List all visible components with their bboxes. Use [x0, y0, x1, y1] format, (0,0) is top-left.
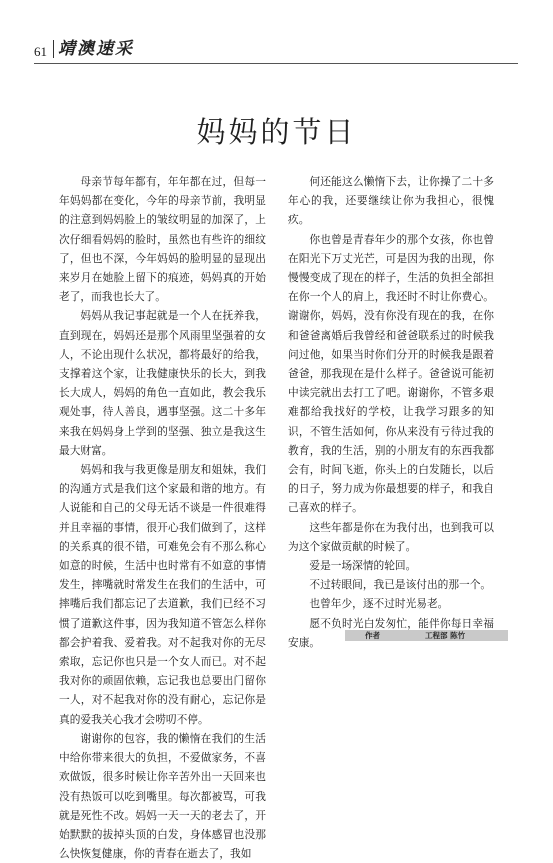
paragraph: 爱是一场深情的轮回。 — [309, 559, 417, 573]
author-bar — [345, 630, 508, 641]
header-rule — [34, 63, 518, 64]
paragraph: 你也曾是青春年少的那个女孩，你也曾在阳光下万丈光芒，可是因为我的出现，你慢慢变成了现在的样子，生活的负担全部担在你一个人的肩上，我还时不时让你费心。谢谢你，妈妈，没有你没有现在的我，在你和爸爸离婚后我曾经和爸爸联系过的时候我问过他，如果当时你们分开的时候我是跟着爸爸，那我现在是什么样子。爸爸说可能初中读完就出去打工了吧。谢谢你，不管多艰难都给我找好的学校，让我学习跟多的知识，不管生活如何，你从来没有亏待过我的教育，我的生活，别的小朋友有的东西我都会有，时间飞逝，你头上的白发随长，以后的日子，努力成为你最想要的样子，和我自己喜欢的样子。 — [288, 232, 494, 515]
article-title: 妈妈的节日 — [196, 115, 357, 149]
paragraph: 愿不负时光白发匆忙，能伴你每日幸福安康。 — [288, 616, 494, 649]
paragraph: 不过转眼间，我已是该付出的那一个。 — [309, 578, 492, 592]
paragraph: 何还能这么懒惰下去，让你操了二十多年心的我，还要继续让你为我担心，很愧疚。 — [288, 175, 494, 227]
left-column — [59, 172, 266, 863]
magazine-name: 靖澳速采 — [58, 39, 134, 59]
author-name: 工程部 陈竹 — [425, 631, 466, 640]
paragraph: 妈妈和我与我更像是朋友和姐妹，我们的沟通方式是我们这个家最和谐的地方。有人说能和自己的父母无话不谈是一件很难得并且幸福的事情，很开心我们做到了，这样的关系真的很不错，可难免会有不那么称心如意的时候，生活中也时常有不如意的事情发生，摔嘴就时常发生在我们的生活中，可摔嘴后我们都忘记了去道歉，我们已经不习惯了道歉这件事，因为我知道不管怎么样你都会护着我、爱着我。对不起我对你的无尽索取，忘记你也只是一个女人而已。对不起我对你的顽固依赖，忘记我也总要出门留你一人，对不起我对你的没有耐心，忘记你是真的爱我关心我才会唠叨不停。 — [59, 463, 266, 726]
paragraph: 妈妈从我记事起就是一个人在抚养我，直到现在，妈妈还是那个风雨里坚强着的女人，不论出现什么状况，都将最好的给我，支撑着这个家，让我健康快乐的长大，到我长大成人，妈妈的角色一直如此，教会我乐观处事，待人善良，遇事坚强。这二十多年来我在妈妈身上学到的坚强、独立是我这生最大财富。 — [59, 309, 266, 457]
right-column — [288, 172, 494, 652]
paragraph: 谢谢你的包容，我的懒惰在我们的生活中给你带来很大的负担，不爱做家务，不喜欢做饭，很多时候让你辛苦外出一天回来也没有热饭可以吃到嘴里。每次都被骂，可我就是死性不改。妈妈一天一天的老去了，开始默默的拔掉头顶的白发，身体感冒也没那么快恢复健康，你的青春在逝去了，我如 — [59, 731, 266, 861]
paragraph: 这些年都是你在为我付出，也到我可以为这个家做贡献的时候了。 — [288, 520, 494, 553]
header-divider — [53, 40, 54, 58]
page-header — [34, 40, 134, 58]
paragraph: 母亲节每年都有，年年都在过，但每一年妈妈都在变化，今年的母亲节前，我明显的注意到妈妈脸上的皱纹明显的加深了，上次仔细看妈妈的脸时，虽然也有些许的细纹了，但也不深，今年妈妈的脸明显的显现出来岁月在她脸上留下的痕迹，妈妈真的开始老了，而我也长大了。 — [59, 175, 266, 304]
paragraph: 也曾年少，逐不过时光易老。 — [309, 597, 449, 611]
page-number: 61 — [34, 44, 47, 59]
author-label: 作者 — [365, 631, 380, 640]
